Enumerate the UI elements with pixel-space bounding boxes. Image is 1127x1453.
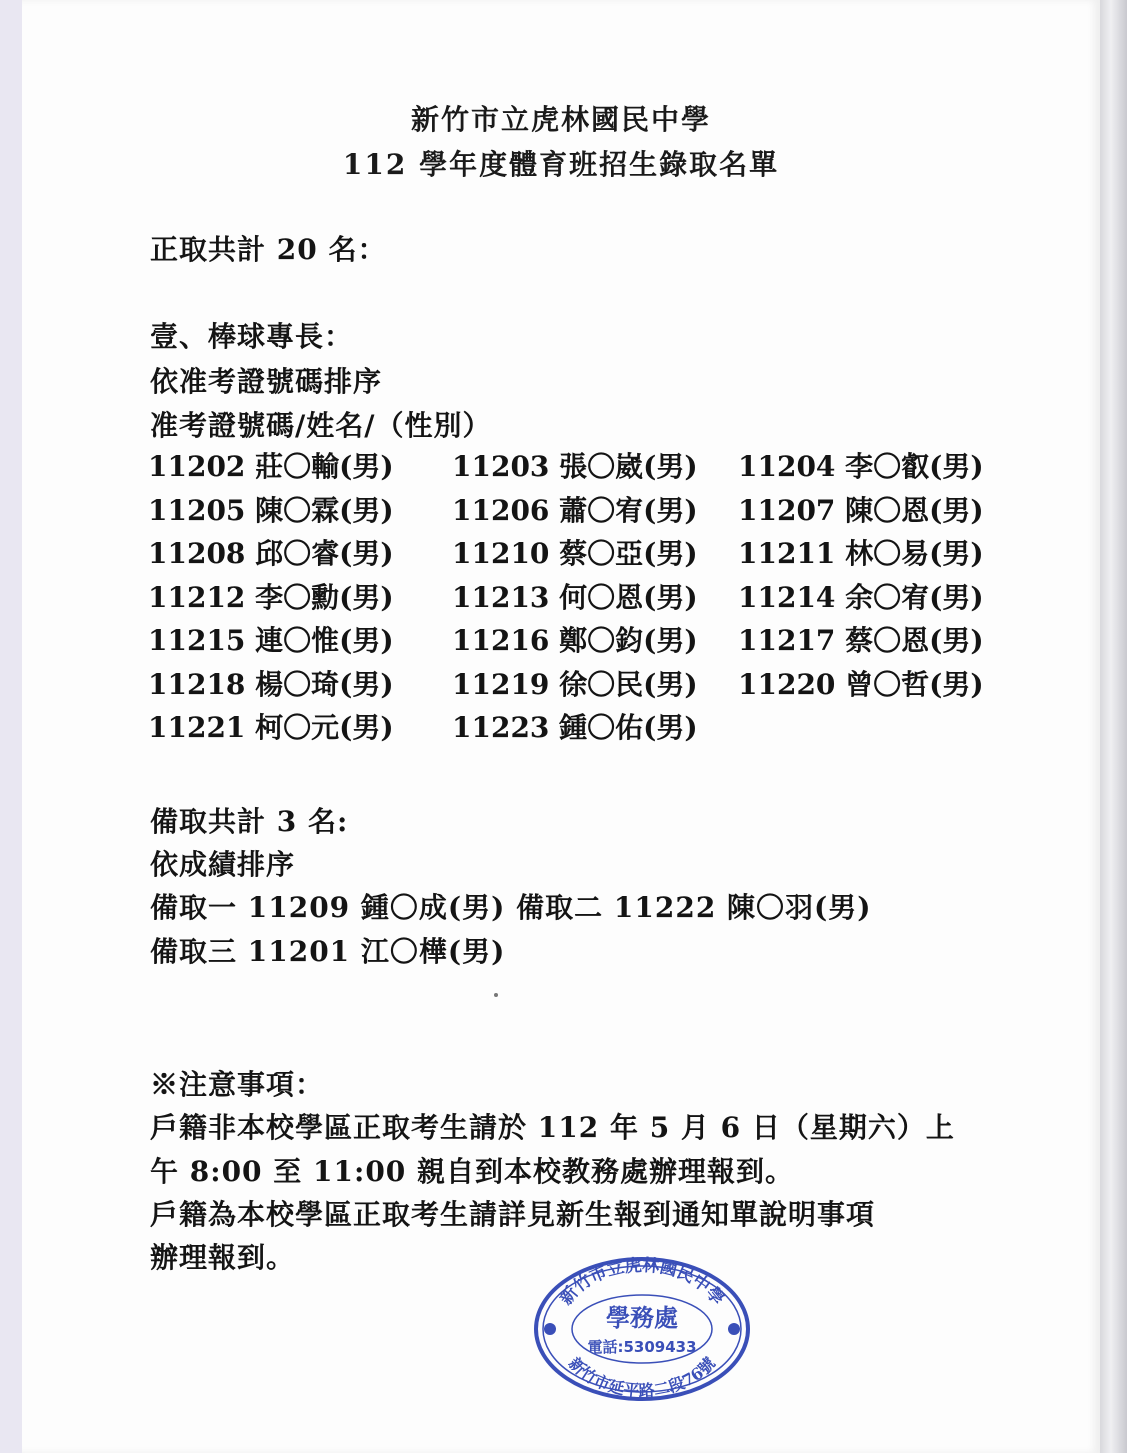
student-entry: 11221 柯〇元(男) bbox=[148, 711, 394, 744]
section-heading: 壹、棒球專長： bbox=[150, 320, 354, 353]
note-line: 戶籍非本校學區正取考生請於 112 年 5 月 6 日（星期六）上 bbox=[150, 1111, 955, 1144]
viewer-right-edge bbox=[1100, 0, 1127, 1453]
student-entry: 11219 徐〇民(男) bbox=[452, 667, 698, 701]
waitlist-line: 備取一 11209 鍾〇成(男) 備取二 11222 陳〇羽(男) bbox=[150, 891, 872, 924]
student-entry: 11218 楊〇琦(男) bbox=[148, 667, 394, 701]
column-note: 准考證號碼/姓名/（性別） bbox=[150, 409, 492, 442]
student-entry: 11205 陳〇霖(男) bbox=[148, 493, 394, 527]
office-seal-stamp bbox=[532, 1256, 752, 1402]
note-line: 辦理報到。 bbox=[150, 1241, 296, 1274]
svg-text:新竹市延平路二段76號 bbox=[565, 1354, 719, 1401]
student-entry: 11217 蔡〇恩(男) bbox=[738, 624, 984, 657]
seal-center-text: 學務處 bbox=[606, 1303, 678, 1332]
student-entry: 11207 陳〇恩(男) bbox=[738, 493, 984, 527]
student-entry: 11223 鍾〇佑(男) bbox=[452, 711, 698, 744]
student-entry: 11215 連〇惟(男) bbox=[148, 624, 394, 657]
admitted-total: 正取共計 20 名： bbox=[150, 233, 387, 266]
student-entry: 11220 曾〇哲(男) bbox=[738, 667, 984, 701]
seal-top-text: 新竹市立虎林國民中學 bbox=[556, 1256, 728, 1310]
student-entry: 11212 李〇勳(男) bbox=[148, 580, 394, 614]
student-entry: 11211 林〇易(男) bbox=[738, 537, 984, 570]
waitlist-sort-note: 依成績排序 bbox=[150, 848, 296, 881]
student-entry: 11213 何〇恩(男) bbox=[452, 580, 698, 614]
student-entry: 11214 余〇宥(男) bbox=[738, 580, 984, 614]
student-entry: 11203 張〇崴(男) bbox=[452, 450, 698, 483]
student-entry: 11206 蕭〇宥(男) bbox=[452, 493, 698, 527]
note-line: 戶籍為本校學區正取考生請詳見新生報到通知單說明事項 bbox=[150, 1198, 876, 1231]
viewer-left-margin bbox=[0, 0, 22, 1453]
list-title: 112 學年度體育班招生錄取名單 bbox=[342, 148, 780, 181]
student-entry: 11204 李〇叡(男) bbox=[738, 450, 984, 483]
student-entry: 11216 鄭〇鈞(男) bbox=[452, 624, 698, 657]
note-line: 午 8:00 至 11:00 親自到本校教務處辦理報到。 bbox=[150, 1155, 795, 1188]
seal-phone-text: 電話:5309433 bbox=[587, 1338, 697, 1356]
seal-bottom-text: 新竹市延平路二段76號 bbox=[564, 1353, 720, 1401]
sort-note: 依准考證號碼排序 bbox=[150, 365, 383, 398]
student-entry: 11210 蔡〇亞(男) bbox=[452, 537, 698, 570]
waitlist-line: 備取三 11201 江〇樺(男) bbox=[150, 935, 506, 968]
scan-speck bbox=[494, 993, 498, 997]
school-name-title: 新竹市立虎林國民中學 bbox=[410, 103, 711, 136]
student-entry: 11208 邱〇睿(男) bbox=[148, 537, 394, 570]
waitlist-total: 備取共計 3 名: bbox=[150, 805, 349, 838]
student-entry: 11202 莊〇輸(男) bbox=[148, 450, 394, 483]
notes-heading: ※注意事項： bbox=[150, 1068, 325, 1101]
